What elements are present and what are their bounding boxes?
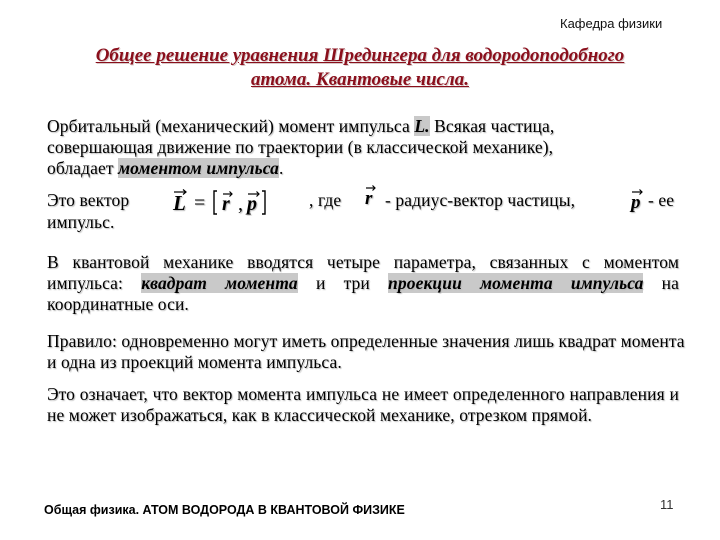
p1-text-c: совершающая движение по траектории (в классической механике), <box>47 137 554 157</box>
p2-text-e: импульс. <box>47 212 115 232</box>
slide-title <box>40 44 680 92</box>
p-vector-symbol: p <box>631 192 641 213</box>
vector-arrow-icon <box>365 184 377 192</box>
paragraph-quantum-parameters <box>47 252 679 315</box>
formula-L-equals-r-cross-p <box>170 188 306 216</box>
footer-course-title <box>44 503 405 517</box>
p2-text-c: - радиус-вектор частицы, <box>385 190 576 210</box>
p2-text-b: , где <box>309 190 342 210</box>
p1-text-d: обладает <box>47 158 119 178</box>
formula-r-symbol: r <box>222 193 230 215</box>
formula-comma: , <box>238 193 244 215</box>
p3-emphasis-square: квадрат момента <box>141 273 298 293</box>
paragraph-rule: Правило: одновременно могут иметь определенные значения лишь квадрат момента и одна из проекций момента импульса. <box>47 331 685 372</box>
footer-course: Общая физика. <box>44 503 143 517</box>
p3-text-b: и три <box>297 273 389 293</box>
page-number: 11 <box>660 497 674 512</box>
department-label: Кафедра физики <box>560 16 663 31</box>
paragraph-vector-definition <box>47 190 697 236</box>
slide-title-line1: Общее решение уравнения Шредингера для водородоподобного <box>95 45 625 66</box>
slide-title-line2: атома. Квантовые числа. <box>251 69 469 90</box>
r-vector-symbol: r <box>365 188 373 209</box>
p3-text-c: на координатные оси. <box>47 273 679 314</box>
formula-L-symbol: L <box>173 191 186 215</box>
formula-equals: = <box>194 192 206 214</box>
paragraph-meaning: Это означает, что вектор момента импульса не имеет определенного направления и не может изображаться, как в классической механике, отрезком прямой. <box>47 384 679 425</box>
p1-text-e: . <box>278 158 284 178</box>
p1-text-b: Всякая частица, <box>429 116 555 136</box>
p1-symbol-L: L. <box>414 116 430 136</box>
footer-topic: АТОМ ВОДОРОДА В КВАНТОВОЙ ФИЗИКЕ <box>142 503 405 517</box>
formula-p-symbol: p <box>247 193 258 215</box>
p3-text-a: В квантовой механике вводятся четыре параметра, связанных с моментом импульса: <box>47 252 679 293</box>
p1-emphasis-moment: моментом импульса <box>118 158 279 178</box>
p3-emphasis-projections: проекции момента импульса <box>388 273 644 293</box>
p1-text-a: Орбитальный (механический) момент импульса <box>47 116 415 136</box>
paragraph-angular-momentum-intro <box>47 116 697 179</box>
vector-arrow-icon <box>631 188 644 196</box>
p2-text-d: - ее <box>648 190 675 210</box>
p2-text-a: Это вектор <box>47 190 130 210</box>
